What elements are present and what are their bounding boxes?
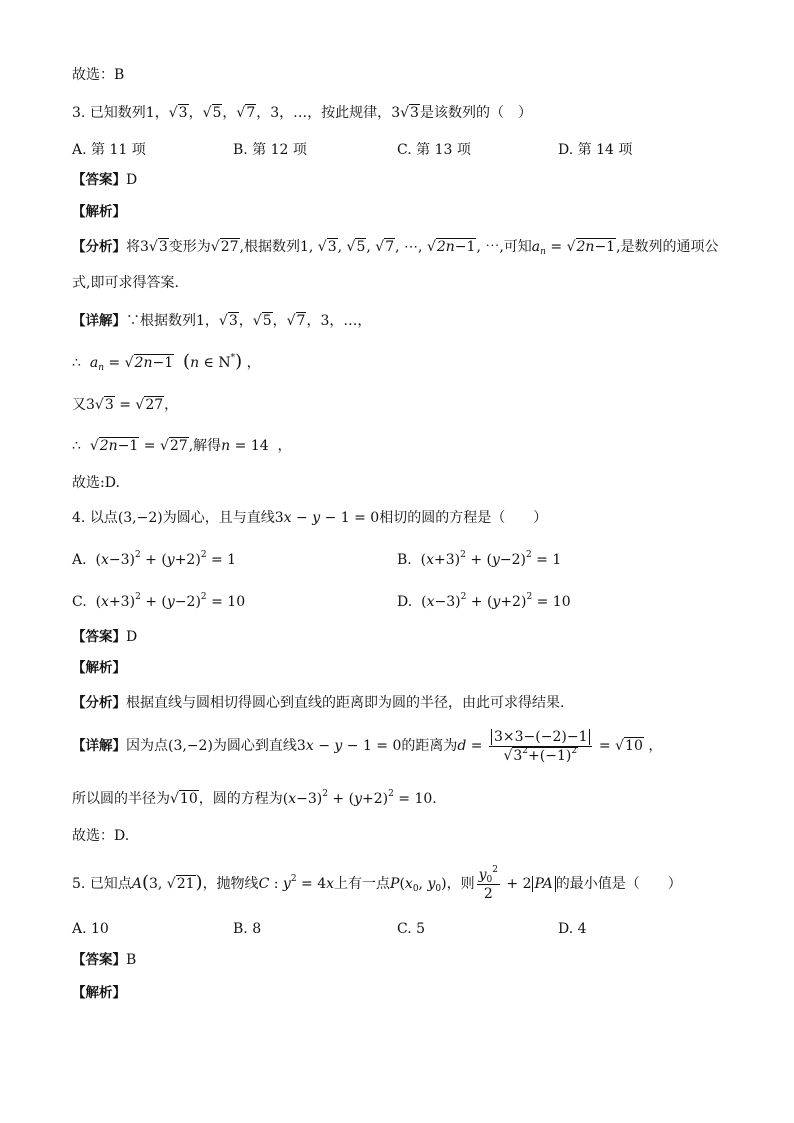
question-number: 5. — [72, 876, 86, 892]
option-letter: D. — [558, 142, 574, 158]
option-letter: D. — [558, 921, 574, 937]
option-a — [72, 918, 109, 940]
text: ,根据数列 — [239, 239, 300, 255]
question-number: 4. — [72, 510, 86, 526]
math-expression: 3√3 — [140, 239, 168, 255]
stem-text: 已知数列1， — [89, 105, 169, 121]
option-letter: B. — [397, 552, 412, 568]
derivation-step-1 — [72, 352, 261, 373]
question-3-stem — [72, 103, 532, 123]
option-letter: C. — [397, 921, 412, 937]
because-symbol: ∵ — [126, 313, 140, 329]
option-b — [233, 139, 307, 161]
option-c — [72, 591, 245, 613]
xiangjie-label: 【详解】 — [72, 738, 126, 754]
conclusion-q3: 故选:D. — [72, 475, 120, 491]
option-text: 8 — [252, 921, 262, 937]
option-b — [397, 549, 561, 571]
fenxi-label: 【分析】 — [72, 695, 126, 711]
text: 根据数列1， — [140, 313, 219, 329]
option-c — [397, 918, 425, 940]
answer-value: B — [126, 952, 137, 968]
option-a — [72, 549, 236, 571]
therefore-symbol: ∴ — [72, 438, 81, 454]
stem-text: 为圆心，且与直线 — [162, 510, 275, 526]
radius-line — [72, 789, 437, 809]
analysis-xiangjie — [72, 311, 371, 331]
math-expression: √27 — [210, 239, 239, 255]
option-b — [233, 918, 261, 940]
option-letter: C. — [397, 142, 412, 158]
stem-text: 相切的圆的方程是（ ） — [379, 510, 548, 526]
option-d — [397, 591, 571, 613]
answer-label: 【答案】 — [72, 952, 126, 968]
option-a — [72, 139, 146, 161]
text: 所以圆的半径为 — [72, 791, 170, 807]
stem-text: ，按此规律， — [307, 105, 392, 121]
math-expression: 3√3 = √27， — [86, 397, 179, 413]
math-expression: 3x − y − 1 = 0 — [296, 738, 402, 754]
analysis-fenxi — [72, 693, 564, 713]
option-c — [397, 139, 471, 161]
previous-answer-text: 故选：B — [72, 67, 125, 83]
math-expression: $\frac{y_0^2}{2}$ + 2 PA — [475, 876, 556, 892]
math-expression: 3x − y − 1 = 0 — [274, 510, 380, 526]
question-5-stem — [72, 865, 682, 903]
stem-text: ，抛物线 — [202, 876, 259, 892]
option-text: 第 13 项 — [416, 142, 471, 158]
derivation-step-3 — [72, 436, 292, 456]
question-number: 3. — [72, 105, 86, 121]
option-letter: A. — [72, 552, 87, 568]
option-text: 第 11 项 — [91, 142, 146, 158]
stem-text: ，则 — [446, 876, 475, 892]
math-expression: C : $y^2 = 4x$ — [258, 874, 335, 892]
text: ,可知 — [499, 239, 532, 255]
analysis-heading: 【解析】 — [72, 204, 126, 220]
math-expression: (3,−2) — [117, 510, 163, 526]
text: 将 — [126, 239, 140, 255]
analysis-heading: 【解析】 — [72, 985, 126, 1001]
math-expression: √3，√5，√7，3，… — [168, 105, 308, 121]
math-expression: √3，√5，√7，3，…， — [218, 313, 372, 329]
math-expression: $(x-3)^2 + (y+2)^2 = 10$. — [282, 789, 437, 807]
option-text: 4 — [577, 921, 587, 937]
math-expression: n = 14 ， — [221, 438, 292, 454]
math-expression: √10 — [170, 791, 198, 807]
math-expression: 3√3 — [391, 105, 419, 121]
math-expression: $(x+3)^2 + (y-2)^2 = 1$ — [420, 550, 562, 568]
xiangjie-label: 【详解】 — [72, 313, 126, 329]
stem-text: 以点 — [89, 510, 118, 526]
answer-line — [72, 170, 137, 190]
option-letter: D. — [397, 594, 413, 610]
math-expression: $(x+3)^2 + (y-2)^2 = 10$ — [95, 592, 246, 610]
math-expression: 1, √3, √5, √7, ⋯, √2n−1, ⋯ — [299, 239, 500, 255]
answer-label: 【答案】 — [72, 629, 126, 645]
option-text: 10 — [91, 921, 109, 937]
stem-text: 是该数列的（ ） — [419, 105, 532, 121]
text: 根据直线与圆相切得圆心到直线的距离即为圆的半径，由此可求得结果. — [126, 695, 565, 711]
option-text: 第 14 项 — [577, 142, 633, 158]
math-expression: $P(x_0$, $y_0$) — [390, 876, 447, 894]
fenxi-label: 【分析】 — [72, 239, 126, 255]
math-expression: A(3, √21) — [131, 872, 203, 893]
math-expression: √2n−1 = √27 — [89, 438, 188, 454]
text: 又 — [72, 397, 86, 413]
text: 的距离为 — [401, 738, 458, 754]
math-expression: $(x-3)^2 + (y+2)^2 = 1$ — [95, 550, 237, 568]
analysis-xiangjie — [72, 722, 662, 770]
math-expression: $a_n = √2n-1$ — [531, 239, 616, 257]
analysis-heading: 【解析】 — [72, 660, 126, 676]
math-expression: $a_n = √2n-1$ (n ∈ N*) ， — [89, 351, 261, 373]
text: 因为点 — [126, 738, 168, 754]
option-d — [558, 139, 632, 161]
answer-line — [72, 950, 136, 970]
option-letter: B. — [233, 921, 248, 937]
stem-text: 已知点 — [89, 876, 132, 892]
question-4-stem — [72, 508, 547, 528]
text: ,解得 — [188, 438, 222, 454]
answer-value: D — [126, 629, 138, 645]
text: ,是数列的通项公 — [616, 239, 719, 255]
answer-label: 【答案】 — [72, 172, 126, 188]
analysis-fenxi — [72, 237, 719, 257]
stem-text: 上有一点 — [334, 876, 391, 892]
text: 为圆心到直线 — [212, 738, 297, 754]
option-d — [558, 918, 587, 940]
math-expression: $(x-3)^2 + (y+2)^2 = 10$ — [421, 592, 571, 610]
option-letter: B. — [233, 142, 248, 158]
answer-line — [72, 627, 137, 647]
option-letter: C. — [72, 594, 87, 610]
derivation-step-2 — [72, 395, 178, 415]
text: ，圆的方程为 — [198, 791, 283, 807]
conclusion-q4: 故选：D. — [72, 828, 130, 844]
answer-value: D — [126, 172, 138, 188]
distance-formula: d = $\frac{3\times 3-(-2)-1}{√3^2+(-1)^2}$ = √10 ， — [457, 728, 663, 764]
therefore-symbol: ∴ — [72, 355, 81, 371]
previous-answer-line — [72, 65, 124, 85]
option-letter: A. — [72, 142, 87, 158]
option-text: 第 12 项 — [252, 142, 307, 158]
stem-text: 的最小值是（ ） — [555, 876, 682, 892]
option-text: 5 — [416, 921, 426, 937]
text: 变形为 — [168, 239, 211, 255]
analysis-fenxi-continued: 式,即可求得答案. — [72, 275, 179, 291]
math-expression: (3,−2) — [168, 738, 213, 754]
option-letter: A. — [72, 921, 87, 937]
